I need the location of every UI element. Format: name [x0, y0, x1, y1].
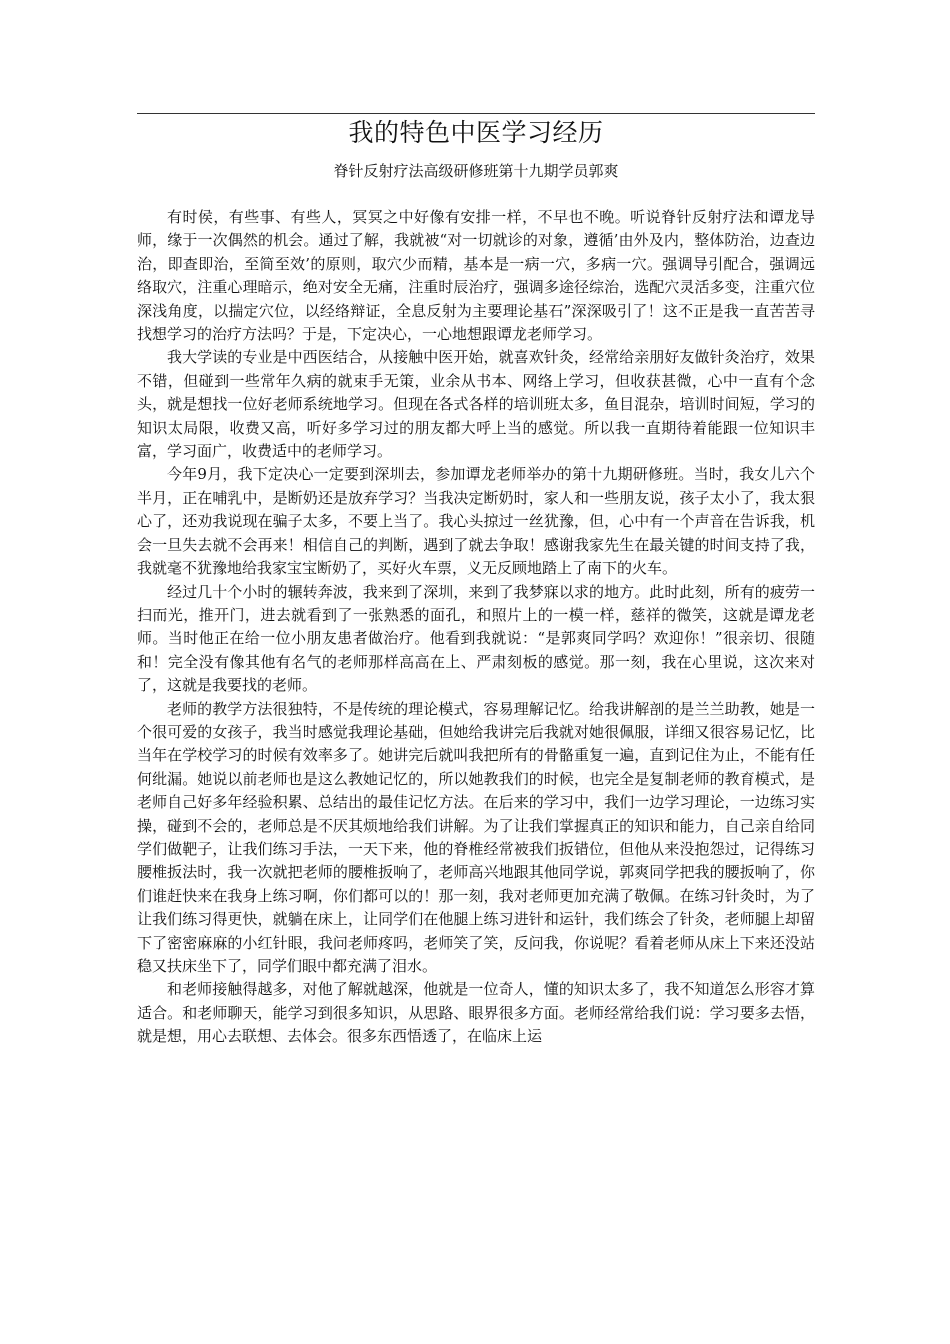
document-title: 我的特色中医学习经历 — [348, 118, 604, 147]
document-subtitle: 脊针反射疗法高级研修班第十九期学员郭爽 — [333, 162, 619, 180]
paragraph-1: 有时侯，有些事、有些人，冥冥之中好像有安排一样，不早也不晚。听说脊针反射疗法和谭龙导师，缘于一次偶然的机会。通过了解，我就被“对一切就诊的对象，遵循’由外及内，整体防治，边查边治，即查即治，至简至效’的原则，取穴少而精，基本是一病一穴，多病一穴。强调导引配合，强调远络取穴，注重心理暗示，绝对安全无痛，注重时辰治疗，强调多途径综治，选配穴灵活多变，注重穴位深浅角度，以揣定穴位，以经络辩证，全息反射为主要理论基石”深深吸引了！这不正是我一直苦苦寻找想学习的治疗方法吗？于是，下定决心，一心地想跟谭龙老师学习。 — [137, 208, 815, 344]
document-body — [137, 206, 815, 1049]
paragraph-6: 和老师接触得越多，对他了解就越深，他就是一位奇人，懂的知识太多了，我不知道怎么形容才算适合。和老师聊天，能学习到很多知识，从思路、眼界很多方面。老师经常给我们说：学习要多去悟，就是想，用心去联想、去体会。很多东西悟透了，在临床上运 — [137, 980, 815, 1046]
paragraph-3: 今年9月，我下定决心一定要到深圳去，参加谭龙老师举办的第十九期研修班。当时，我女儿六个半月，正在哺乳中，是断奶还是放弃学习？当我决定断奶时，家人和一些朋友说，孩子太小了，我太狠心了，还劝我说现在骗子太多，不要上当了。我心头掠过一丝犹豫，但，心中有一个声音在告诉我，机会一旦失去就不会再来！相信自己的判断，遇到了就去争取！感谢我家先生在最关键的时间支持了我，我就毫不犹豫地给我家宝宝断奶了，买好火车票，义无反顾地踏上了南下的火车。 — [137, 465, 815, 578]
paragraph-4: 经过几十个小时的辗转奔波，我来到了深圳，来到了我梦寐以求的地方。此时此刻，所有的疲劳一扫而光，推开门，进去就看到了一张熟悉的面孔，和照片上的一模一样，慈祥的微笑，这就是谭龙老师。当时他正在给一位小朋友患者做治疗。他看到我就说：“是郭爽同学吗？欢迎你！”很亲切、很随和！完全没有像其他有名气的老师那样高高在上、严肃刻板的感觉。那一刻，我在心里说，这次来对了，这就是我要找的老师。 — [137, 582, 815, 695]
paragraph-5: 老师的教学方法很独特，不是传统的理论模式，容易理解记忆。给我讲解剖的是兰兰助教，她是一个很可爱的女孩子，我当时感觉我理论基础，但她给我讲完后我就对她很佩服，详细又很容易记忆，比当年在学校学习的时候有效率多了。她讲完后就叫我把所有的骨骼重复一遍，直到记住为止，不能有任何纰漏。她说以前老师也是这么教她记忆的，所以她教我们的时候，也完全是复制老师的教育模式，是老师自己好多年经验积累、总结出的最佳记忆方法。在后来的学习中，我们一边学习理论，一边练习实操，碰到不会的，老师总是不厌其烦地给我们讲解。为了让我们掌握真正的知识和能力，自己亲自给同学们做靶子，让我们练习手法，一天下来，他的脊椎经常被我们扳错位，但他从来没抱怨过，记得练习腰椎扳法时，我一次就把老师的腰椎扳响了，老师高兴地跟其他同学说，郭爽同学把我的腰扳响了，你们谁赶快来在我身上练习啊，你们都可以的！那一刻，我对老师更加充满了敬佩。在练习针灸时，为了让我们练习得更快，就躺在床上，让同学们在他腿上练习进针和运针，我们练会了针灸，老师腿上却留下了密密麻麻的小红针眼，我问老师疼吗，老师笑了笑，反问我，你说呢？看着老师从床上下来还没站稳又扶床坐下了，同学们眼中都充满了泪水。 — [137, 699, 815, 975]
paragraph-2: 我大学读的专业是中西医结合，从接触中医开始，就喜欢针灸，经常给亲朋好友做针灸治疗，效果不错，但碰到一些常年久病的就束手无策，业余从书本、网络上学习，但收获甚微，心中一直有个念头，就是想找一位好老师系统地学习。但现在各式各样的培训班太多，鱼目混杂，培训时间短，学习的知识太局限，收费又高，听好多学习过的朋友都大呼上当的感觉。所以我一直期待着能跟一位知识丰富，学习面广，收费适中的老师学习。 — [137, 348, 815, 461]
header-rule — [137, 113, 815, 114]
